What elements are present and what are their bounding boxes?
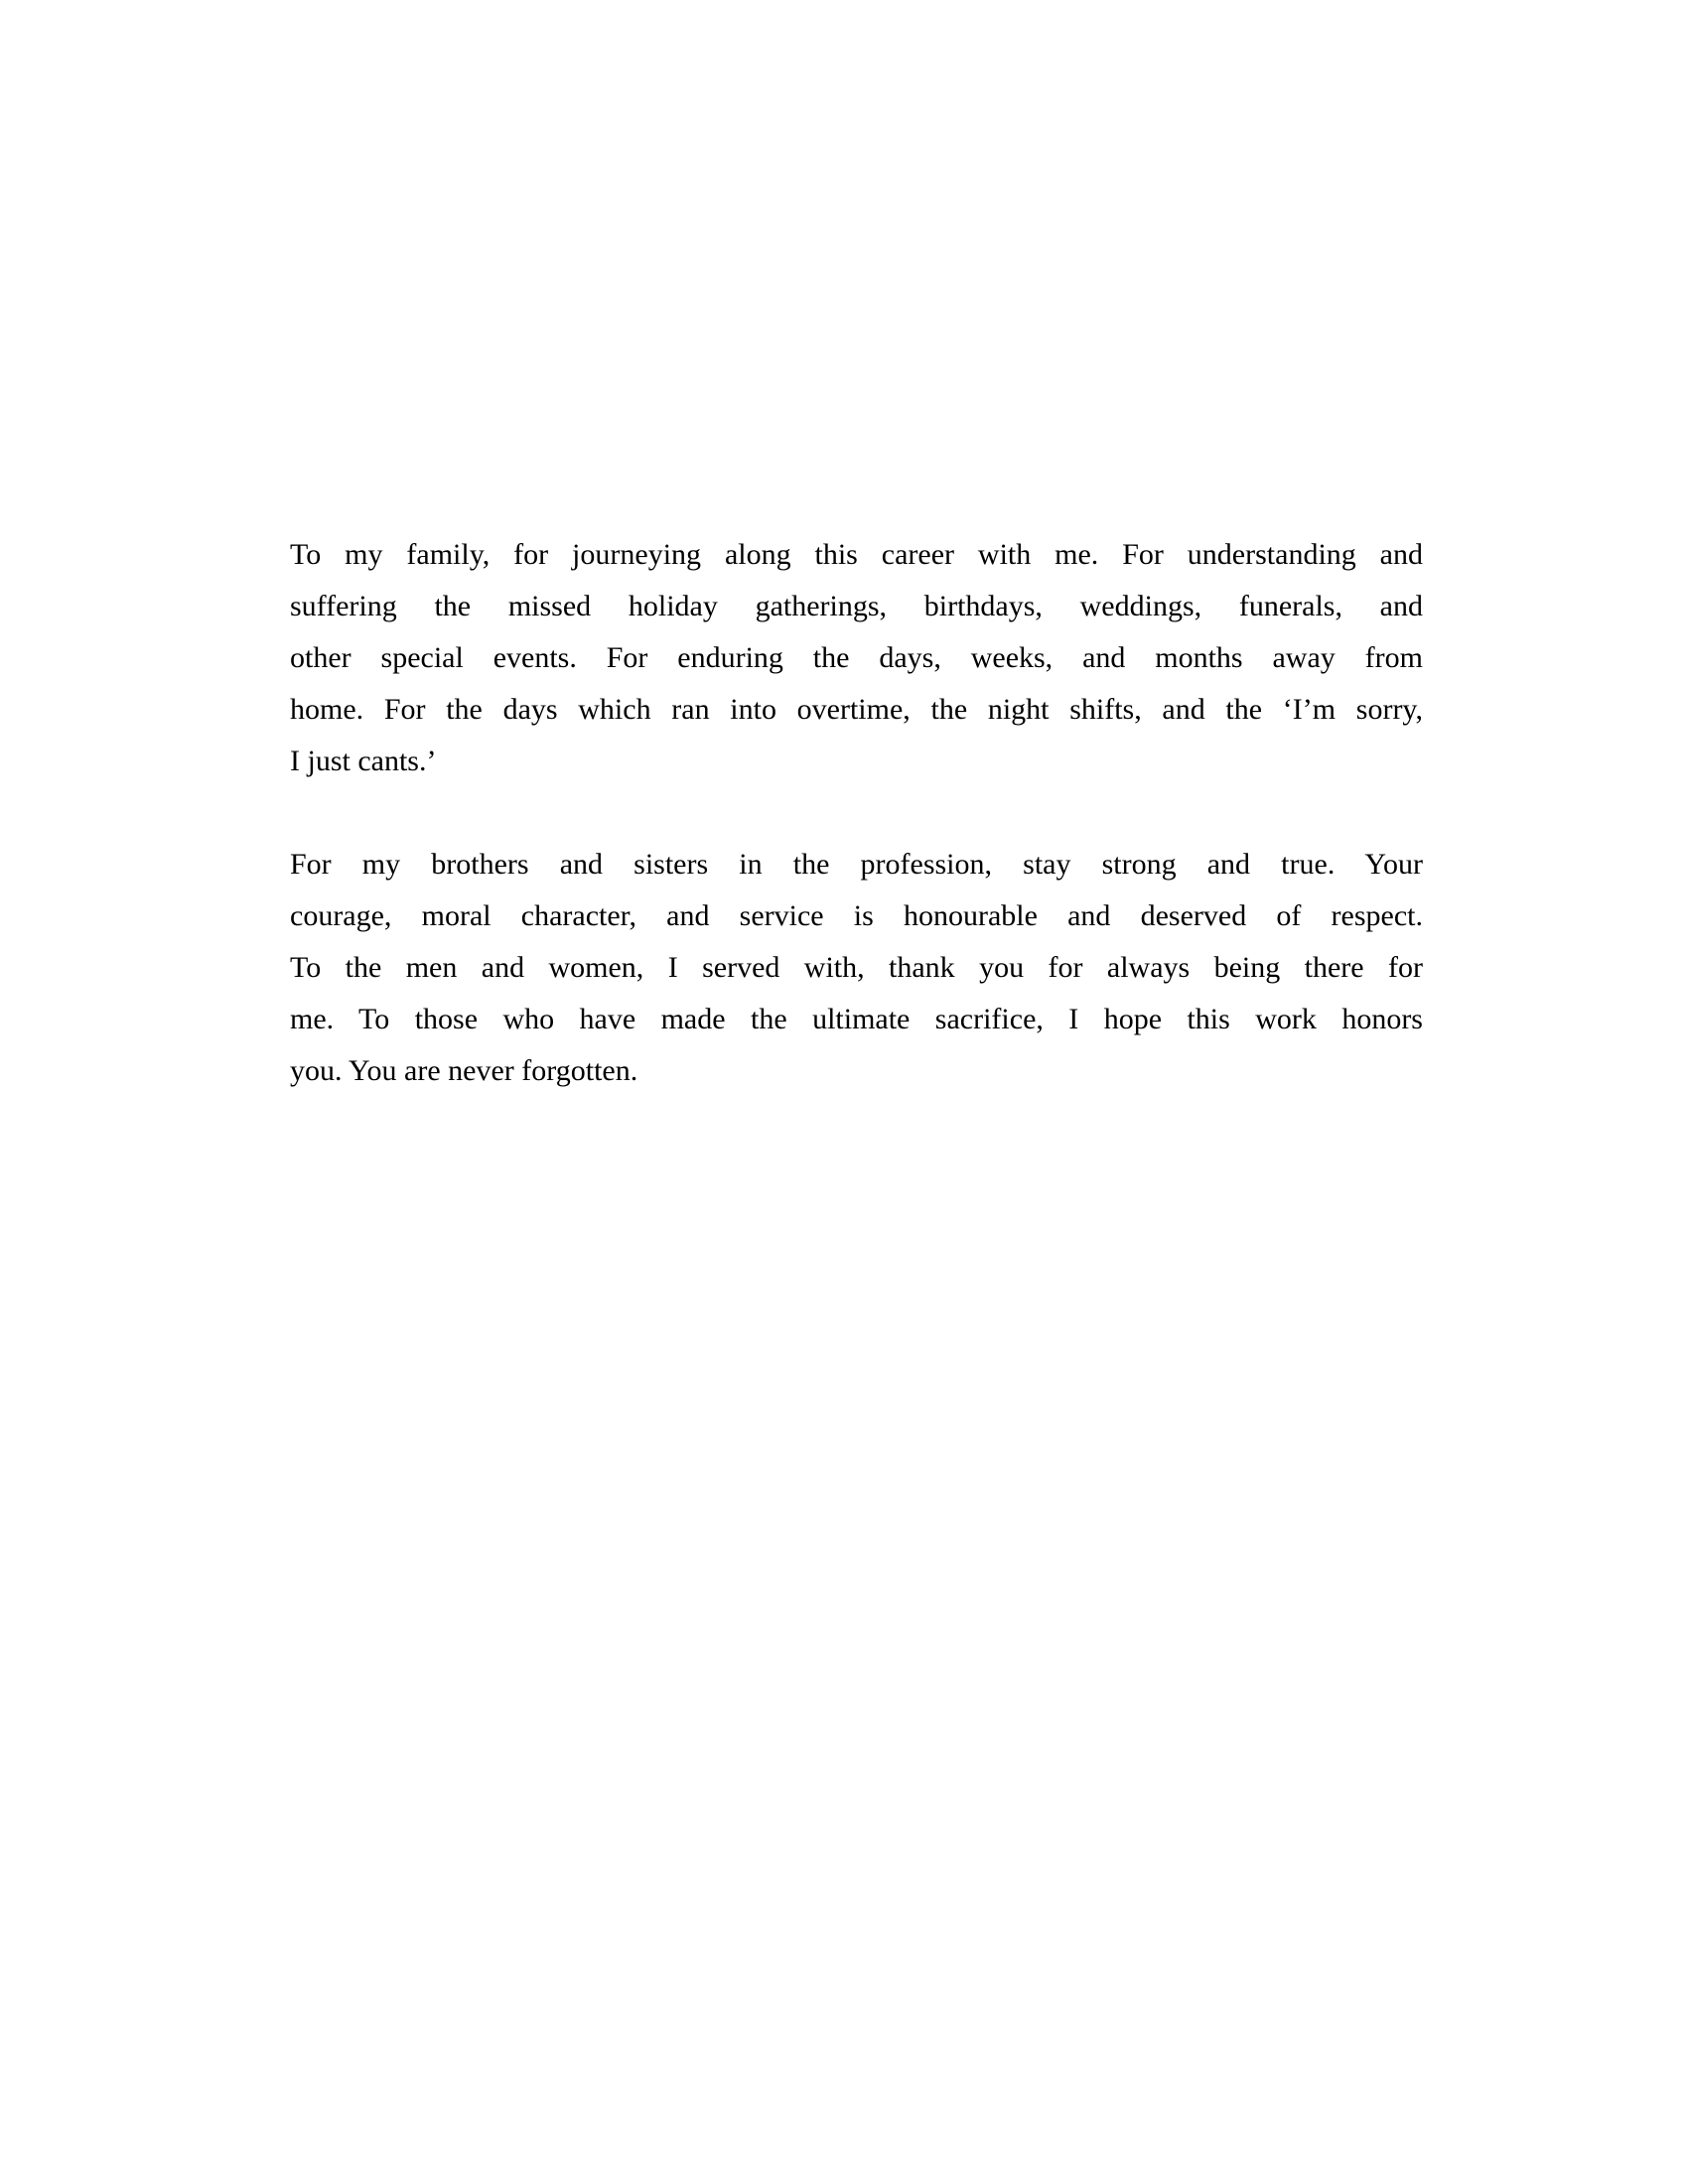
text-line: courage, moral character, and service is honourable and deserved of respect. [290,899,1423,932]
text-line: I just cants.’ [290,745,437,777]
text-line: you. You are never forgotten. [290,1054,638,1087]
dedication-text [290,529,1423,1097]
text-line: To the men and women, I served with, thank you for always being there for [290,951,1423,984]
text-line: suffering the missed holiday gatherings, birthdays, weddings, funerals, and [290,590,1423,622]
text-line: For my brothers and sisters in the profession, stay strong and true. Your [290,848,1423,881]
text-line: me. To those who have made the ultimate sacrifice, I hope this work honors [290,1003,1423,1035]
text-line: To my family, for journeying along this career with me. For understanding and [290,538,1423,571]
dedication-paragraph-2 [290,839,1423,1097]
text-line: other special events. For enduring the days, weeks, and months away from [290,641,1423,674]
text-line: home. For the days which ran into overtime, the night shifts, and the ‘I’m sorry, [290,693,1423,726]
dedication-paragraph-1 [290,529,1423,787]
